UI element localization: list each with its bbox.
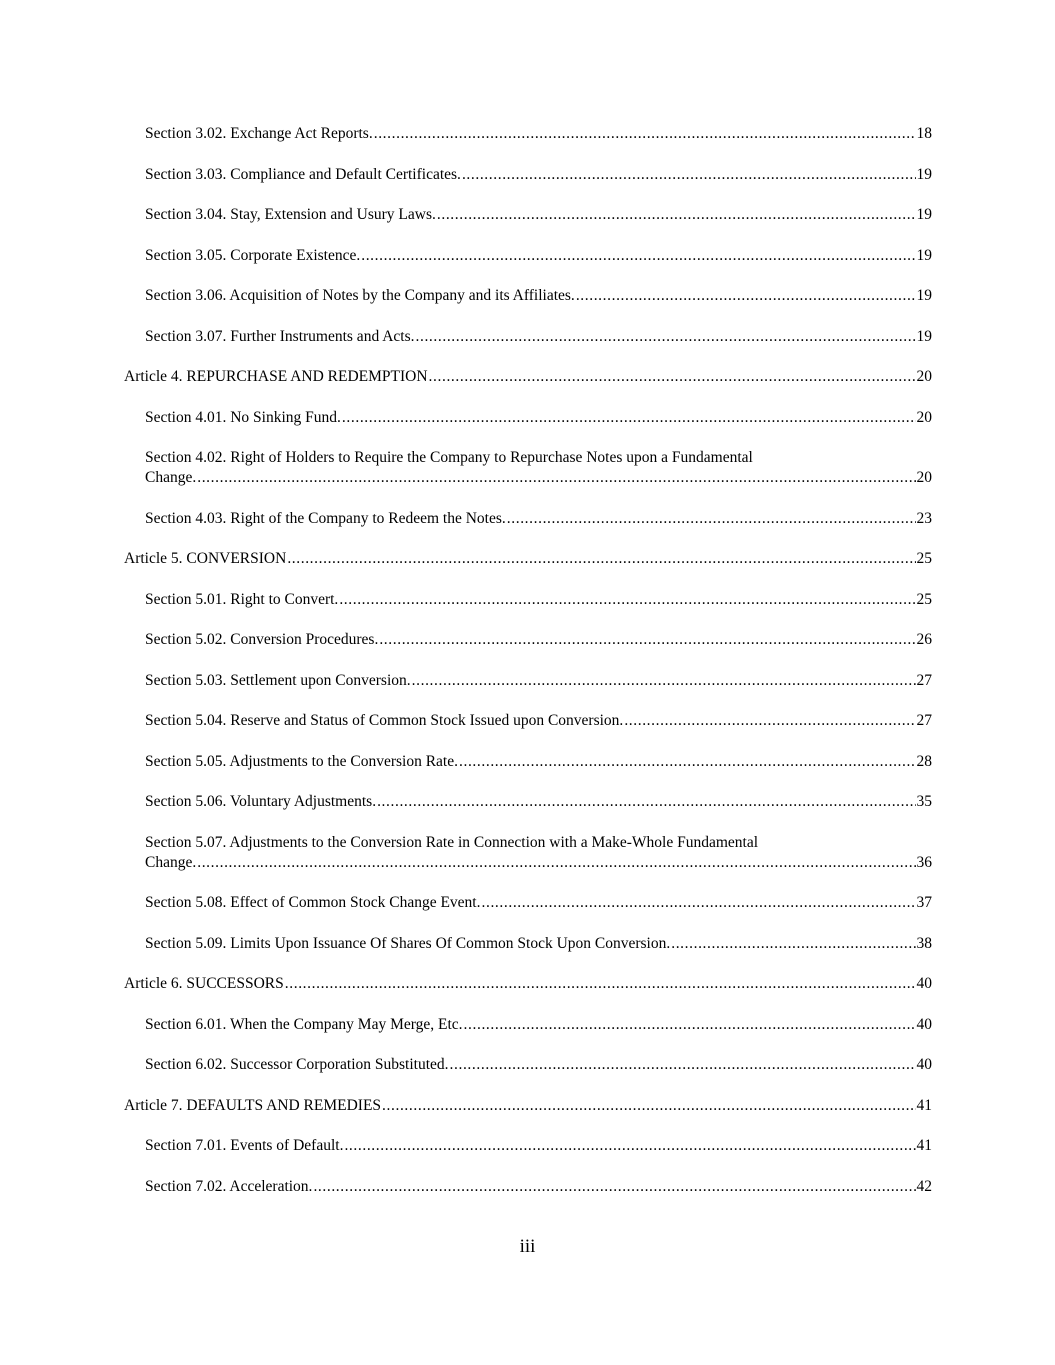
dot-leader xyxy=(382,1096,915,1116)
dot-leader xyxy=(197,468,915,488)
toc-entry[interactable] xyxy=(124,1055,932,1075)
dot-leader xyxy=(287,549,915,569)
dot-leader xyxy=(671,934,915,954)
dot-leader xyxy=(462,165,916,185)
toc-entry[interactable] xyxy=(124,509,932,529)
toc-entry-title: Section 5.02. Conversion Procedures. xyxy=(145,631,379,648)
toc-entry-title: Section 6.02. Successor Corporation Substituted. xyxy=(145,1056,449,1073)
toc-entry-title: Section 5.09. Limits Upon Issuance Of Shares Of Common Stock Upon Conversion. xyxy=(145,934,671,952)
toc-entry-page: 25 xyxy=(916,550,932,567)
toc-entry[interactable] xyxy=(124,448,932,488)
dot-leader xyxy=(344,1136,915,1156)
toc-entry[interactable] xyxy=(124,630,932,650)
toc-entry[interactable] xyxy=(124,590,932,610)
toc-entry[interactable] xyxy=(124,327,932,347)
toc-entry-page: 40 xyxy=(916,1015,932,1033)
toc-entry-title-line1: Section 4.02. Right of Holders to Require the Company to Repurchase Notes upon a Fundamental xyxy=(145,449,753,466)
toc-entry-title: Article 7. DEFAULTS AND REMEDIES xyxy=(124,1096,382,1114)
toc-entry-page: 27 xyxy=(916,712,932,729)
toc-entry[interactable] xyxy=(124,124,932,144)
toc-entry-page: 28 xyxy=(916,752,932,770)
toc-entry-title: Section 6.01. When the Company May Merge, Etc. xyxy=(145,1015,463,1033)
toc-entry[interactable] xyxy=(124,792,932,812)
dot-leader xyxy=(285,974,916,994)
toc-entry-title: Article 6. SUCCESSORS xyxy=(124,975,284,992)
dot-leader xyxy=(377,792,915,812)
toc-entry-title: Section 3.06. Acquisition of Notes by the Company and its Affiliates. xyxy=(145,287,575,304)
table-of-contents xyxy=(124,124,932,1217)
dot-leader xyxy=(412,671,916,691)
dot-leader xyxy=(459,752,916,772)
toc-entry-title: Section 5.05. Adjustments to the Conversion Rate. xyxy=(145,752,458,770)
dot-leader xyxy=(313,1177,915,1197)
toc-entry-page: 37 xyxy=(916,894,932,911)
toc-entry[interactable] xyxy=(124,1136,932,1156)
toc-entry-page: 27 xyxy=(916,671,932,689)
dot-leader xyxy=(342,408,916,428)
dot-leader xyxy=(379,630,915,650)
toc-entry-page: 20 xyxy=(916,368,932,385)
toc-entry[interactable] xyxy=(124,1015,932,1035)
toc-entry[interactable] xyxy=(124,934,932,954)
toc-entry-title: Section 3.04. Stay, Extension and Usury Laws. xyxy=(145,206,436,223)
toc-entry-page: 40 xyxy=(916,1056,932,1073)
toc-entry-page: 19 xyxy=(916,287,932,304)
toc-entry[interactable] xyxy=(124,246,932,266)
toc-entry-page: 26 xyxy=(916,631,932,648)
toc-entry-title: Section 7.01. Events of Default. xyxy=(145,1137,344,1154)
dot-leader xyxy=(450,1055,916,1075)
toc-article-entry[interactable] xyxy=(124,974,932,994)
toc-entry-title: Section 5.08. Effect of Common Stock Change Event. xyxy=(145,894,481,911)
toc-entry-title: Section 3.02. Exchange Act Reports. xyxy=(145,125,373,142)
toc-entry-title: Section 5.03. Settlement upon Conversion. xyxy=(145,671,411,689)
toc-entry-page: 19 xyxy=(916,327,932,345)
toc-entry-page: 19 xyxy=(916,246,932,264)
toc-entry-page: 41 xyxy=(916,1137,932,1154)
toc-entry-title-line2: Change. xyxy=(145,469,197,486)
toc-entry-title: Section 3.05. Corporate Existence. xyxy=(145,246,361,264)
page-number: iii xyxy=(519,1236,536,1257)
toc-entry-title-line1: Section 5.07. Adjustments to the Conversion Rate in Connection with a Make-Whole Fundamental xyxy=(145,833,759,851)
toc-article-entry[interactable] xyxy=(124,367,932,387)
dot-leader xyxy=(507,509,916,529)
toc-entry-page: 23 xyxy=(916,509,932,527)
toc-entry-page: 18 xyxy=(916,125,932,142)
toc-entry-page: 20 xyxy=(916,469,932,486)
dot-leader xyxy=(624,711,915,731)
dot-leader xyxy=(416,327,916,347)
toc-entry-title: Section 4.01. No Sinking Fund. xyxy=(145,408,341,426)
toc-entry-title: Section 5.06. Voluntary Adjustments. xyxy=(145,793,377,810)
toc-entry-page: 38 xyxy=(916,934,932,952)
toc-entry[interactable] xyxy=(124,1177,932,1197)
toc-entry-page: 20 xyxy=(916,408,932,426)
toc-article-entry[interactable] xyxy=(124,549,932,569)
toc-entry[interactable] xyxy=(124,408,932,428)
toc-entry[interactable] xyxy=(124,671,932,691)
toc-entry-title: Article 5. CONVERSION xyxy=(124,550,287,567)
toc-entry-title: Section 7.02. Acceleration. xyxy=(145,1177,313,1195)
dot-leader xyxy=(482,893,916,913)
dot-leader xyxy=(361,246,915,266)
toc-entry-page: 40 xyxy=(916,975,932,992)
toc-entry-title: Section 5.04. Reserve and Status of Common Stock Issued upon Conversion. xyxy=(145,712,624,729)
dot-leader xyxy=(437,205,916,225)
toc-entry-page: 35 xyxy=(916,793,932,810)
dot-leader xyxy=(429,367,916,387)
toc-entry[interactable] xyxy=(124,833,932,873)
toc-entry[interactable] xyxy=(124,711,932,731)
toc-entry[interactable] xyxy=(124,165,932,185)
dot-leader xyxy=(464,1015,916,1035)
toc-entry[interactable] xyxy=(124,205,932,225)
toc-entry[interactable] xyxy=(124,752,932,772)
toc-entry-title: Section 3.03. Compliance and Default Certificates. xyxy=(145,165,461,183)
toc-entry[interactable] xyxy=(124,286,932,306)
toc-entry-page: 25 xyxy=(916,590,932,608)
toc-entry-title: Section 5.01. Right to Convert. xyxy=(145,590,339,608)
dot-leader xyxy=(339,590,915,610)
toc-entry-title: Section 3.07. Further Instruments and Acts. xyxy=(145,327,415,345)
toc-entry-title: Section 4.03. Right of the Company to Redeem the Notes. xyxy=(145,509,506,527)
toc-entry-page: 19 xyxy=(916,206,932,223)
dot-leader xyxy=(197,853,915,873)
dot-leader xyxy=(576,286,916,306)
toc-entry-page: 19 xyxy=(916,165,932,183)
toc-entry-page: 41 xyxy=(916,1096,932,1114)
toc-entry-title-line2: Change. xyxy=(145,853,197,871)
toc-entry-page: 42 xyxy=(916,1177,932,1195)
toc-entry[interactable] xyxy=(124,893,932,913)
toc-entry-title: Article 4. REPURCHASE AND REDEMPTION xyxy=(124,368,428,385)
toc-entry-page: 36 xyxy=(916,853,932,871)
toc-article-entry[interactable] xyxy=(124,1096,932,1116)
dot-leader xyxy=(374,124,916,144)
